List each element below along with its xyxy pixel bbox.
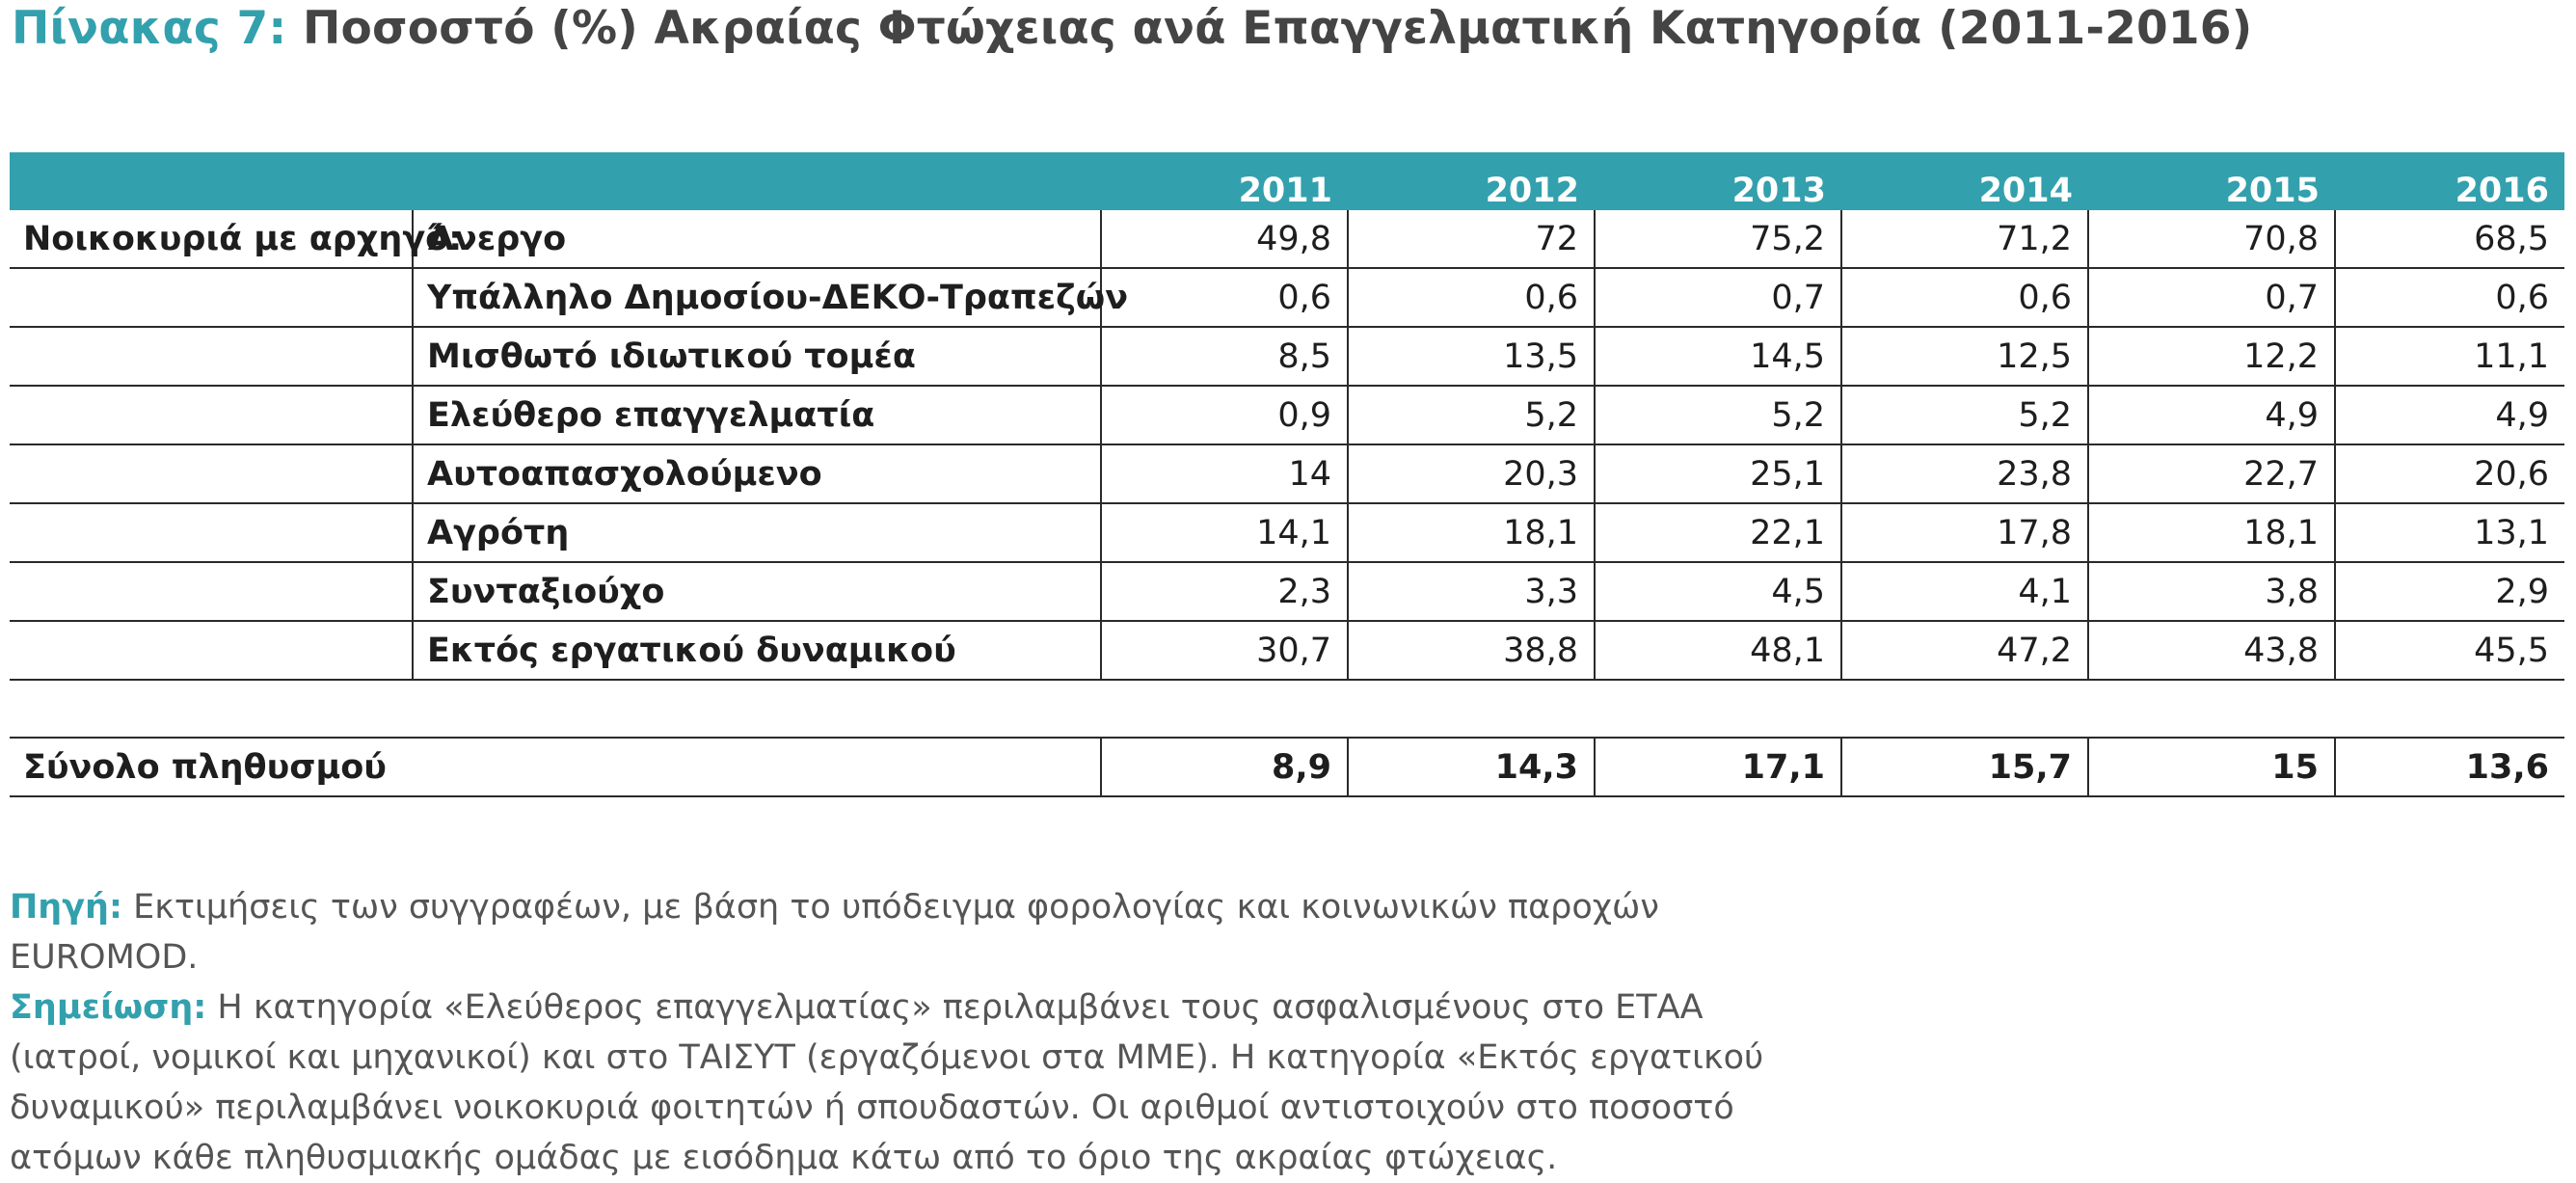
value-cell: 11,1: [2335, 327, 2564, 386]
value-cell: 3,8: [2088, 562, 2335, 621]
value-cell: 30,7: [1101, 621, 1348, 680]
value-cell: 0,9: [1101, 386, 1348, 444]
value-cell: 68,5: [2335, 210, 2564, 268]
source-note: [10, 882, 1841, 982]
category-label: Αυτοαπασχολούμενο: [413, 444, 1101, 503]
value-cell: 2,3: [1101, 562, 1348, 621]
table-row: [10, 386, 2564, 444]
table-notes: [10, 882, 1841, 1183]
group-label: Νοικοκυριά με αρχηγό:: [10, 210, 413, 268]
total-label: Σύνολο πληθυσμού: [10, 738, 1101, 796]
value-cell: 22,1: [1595, 503, 1841, 562]
year-header: 2014: [1841, 152, 2088, 210]
total-value-cell: 17,1: [1595, 738, 1841, 796]
value-cell: 20,3: [1348, 444, 1595, 503]
value-cell: 75,2: [1595, 210, 1841, 268]
explanation-note: [10, 982, 1841, 1183]
value-cell: 14,1: [1101, 503, 1348, 562]
value-cell: 4,1: [1841, 562, 2088, 621]
table-body: [10, 210, 2564, 796]
value-cell: 20,6: [2335, 444, 2564, 503]
table-row: [10, 562, 2564, 621]
value-cell: 49,8: [1101, 210, 1348, 268]
total-value-cell: 15: [2088, 738, 2335, 796]
page-title: [12, 2, 2252, 55]
total-value-cell: 15,7: [1841, 738, 2088, 796]
value-cell: 38,8: [1348, 621, 1595, 680]
value-cell: 14: [1101, 444, 1348, 503]
value-cell: 4,9: [2088, 386, 2335, 444]
group-blank-cell: [10, 621, 413, 680]
year-header: 2012: [1348, 152, 1595, 210]
year-header: 2011: [1101, 152, 1348, 210]
value-cell: 72: [1348, 210, 1595, 268]
table-title-text: Ποσοστό (%) Ακραίας Φτώχειας ανά Επαγγελματική Κατηγορία (2011-2016): [302, 2, 2253, 55]
table-row: [10, 268, 2564, 327]
source-label: Πηγή:: [10, 888, 122, 927]
value-cell: 5,2: [1595, 386, 1841, 444]
table-row: [10, 327, 2564, 386]
total-value-cell: 14,3: [1348, 738, 1595, 796]
value-cell: 4,9: [2335, 386, 2564, 444]
value-cell: 18,1: [2088, 503, 2335, 562]
category-label: Υπάλληλο Δημοσίου-ΔΕΚΟ-Τραπεζών: [413, 268, 1101, 327]
value-cell: 2,9: [2335, 562, 2564, 621]
group-blank-cell: [10, 503, 413, 562]
source-text: Εκτιμήσεις των συγγραφέων, με βάση το υπόδειγμα φορολογίας και κοινωνικών παροχών EUROMOD.: [10, 888, 1659, 977]
poverty-table: [10, 152, 2564, 797]
value-cell: 8,5: [1101, 327, 1348, 386]
value-cell: 43,8: [2088, 621, 2335, 680]
group-blank-cell: [10, 327, 413, 386]
category-label: Εκτός εργατικού δυναμικού: [413, 621, 1101, 680]
year-header: 2013: [1595, 152, 1841, 210]
spacer-row: [10, 680, 2564, 738]
value-cell: 25,1: [1595, 444, 1841, 503]
group-blank-cell: [10, 444, 413, 503]
total-row: [10, 738, 2564, 796]
value-cell: 0,6: [1101, 268, 1348, 327]
note-label: Σημείωση:: [10, 988, 207, 1027]
category-label: Άνεργο: [413, 210, 1101, 268]
value-cell: 48,1: [1595, 621, 1841, 680]
table-row: [10, 621, 2564, 680]
value-cell: 17,8: [1841, 503, 2088, 562]
value-cell: 4,5: [1595, 562, 1841, 621]
header-blank-cell: [10, 152, 413, 210]
value-cell: 5,2: [1841, 386, 2088, 444]
value-cell: 71,2: [1841, 210, 2088, 268]
value-cell: 5,2: [1348, 386, 1595, 444]
table-row: [10, 503, 2564, 562]
value-cell: 0,6: [1348, 268, 1595, 327]
category-label: Αγρότη: [413, 503, 1101, 562]
category-label: Ελεύθερο επαγγελματία: [413, 386, 1101, 444]
spacer-cell: [10, 680, 2564, 738]
table-number-label: Πίνακας 7:: [12, 2, 287, 55]
value-cell: 0,6: [2335, 268, 2564, 327]
value-cell: 18,1: [1348, 503, 1595, 562]
value-cell: 70,8: [2088, 210, 2335, 268]
value-cell: 0,7: [2088, 268, 2335, 327]
value-cell: 12,2: [2088, 327, 2335, 386]
value-cell: 13,5: [1348, 327, 1595, 386]
category-label: Μισθωτό ιδιωτικού τομέα: [413, 327, 1101, 386]
group-blank-cell: [10, 268, 413, 327]
note-text: Η κατηγορία «Ελεύθερος επαγγελματίας» περιλαμβάνει τους ασφαλισμένους στο ΕΤΑΑ (ιατροί, νομικοί και μηχανικοί) και στο ΤΑΙΣΥΤ (εργαζόμενοι στα ΜΜΕ). Η κατηγορία «Εκτός εργατικού δυναμικού» περιλαμβάνει νοικοκυριά φοιτητών ή σπουδαστών. Οι αριθμοί αντιστοιχούν στο ποσοστό ατόμων κάθε πληθυσμιακής ομάδας με εισόδημα κάτω από το όριο της ακραίας φτώχειας.: [10, 988, 1764, 1177]
header-blank-cell: [413, 152, 1101, 210]
value-cell: 13,1: [2335, 503, 2564, 562]
value-cell: 47,2: [1841, 621, 2088, 680]
group-blank-cell: [10, 386, 413, 444]
table-row: [10, 210, 2564, 268]
value-cell: 0,7: [1595, 268, 1841, 327]
value-cell: 14,5: [1595, 327, 1841, 386]
category-label: Συνταξιούχο: [413, 562, 1101, 621]
value-cell: 3,3: [1348, 562, 1595, 621]
value-cell: 23,8: [1841, 444, 2088, 503]
group-blank-cell: [10, 562, 413, 621]
value-cell: 22,7: [2088, 444, 2335, 503]
year-header: 2016: [2335, 152, 2564, 210]
total-value-cell: 8,9: [1101, 738, 1348, 796]
table-header-row: [10, 152, 2564, 210]
year-header: 2015: [2088, 152, 2335, 210]
value-cell: 12,5: [1841, 327, 2088, 386]
value-cell: 0,6: [1841, 268, 2088, 327]
value-cell: 45,5: [2335, 621, 2564, 680]
total-value-cell: 13,6: [2335, 738, 2564, 796]
table-row: [10, 444, 2564, 503]
